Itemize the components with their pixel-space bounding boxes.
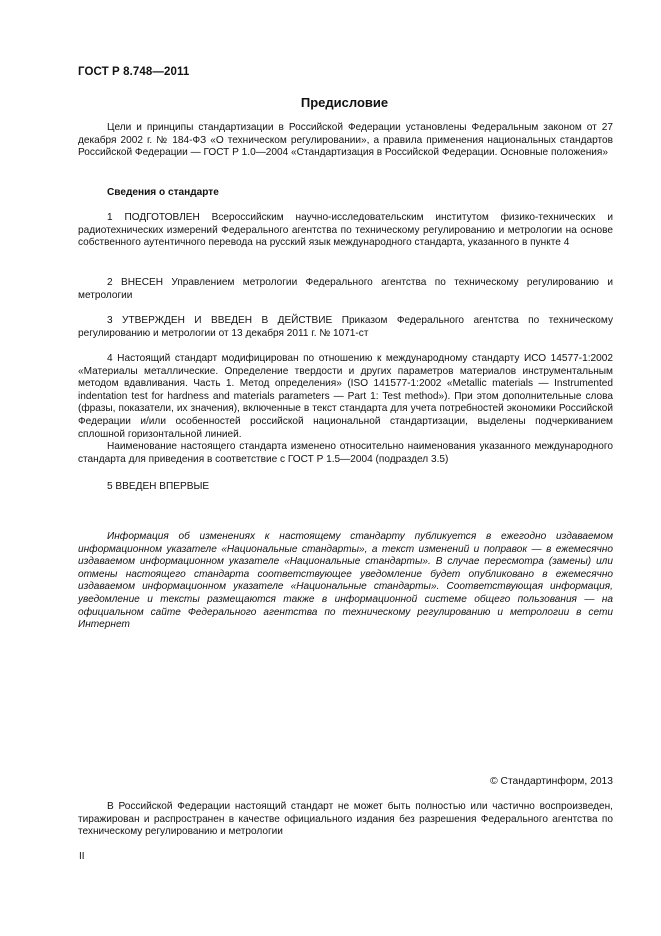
item-2-block — [78, 277, 613, 302]
item-5: 5 ВВЕДЕН ВПЕРВЫЕ — [107, 481, 210, 492]
changes-notice: Информация об изменениях к настоящему стандарту публикуется в ежегодно издаваемом информационном указателе «Национальные стандарты», а текст изменений и поправок — в ежемесячно издаваемом информационном указателе «Национальные стандарты». В случае пересмотра (замены) или отмены настоящего стандарта соответствующее уведомление будет опубликовано в ежемесячно издаваемом информационном указателе «Национальные стандарты». Соответствующая информация, уведомление и тексты размещаются также в информационной системе общего пользования — на официальном сайте Федерального агентства по техническому регулированию и метрологии в сети Интернет — [78, 531, 613, 631]
preface-intro-block — [78, 122, 613, 160]
item-3: 3 УТВЕРЖДЕН И ВВЕДЕН В ДЕЙСТВИЕ Приказом Федерального агентства по техническому регулированию и метрологии от 13 декабря 2011 г. № 1071-ст — [78, 315, 613, 339]
item-5-block — [78, 481, 613, 494]
item-4-note: Наименование настоящего стандарта изменено относительно наименования указанного международного стандарта для приведения в соответствие с ГОСТ Р 1.5—2004 (подраздел 3.5) — [78, 441, 613, 465]
document-id: ГОСТ Р 8.748—2011 — [78, 66, 190, 78]
item-3-block — [78, 315, 613, 340]
reproduction-notice-block — [78, 801, 613, 839]
reproduction-notice: В Российской Федерации настоящий стандарт не может быть полностью или частично воспроизведен, тиражирован и распространен в качестве официального издания без разрешения Федерального агентства по техническому регулированию и метрологии — [78, 801, 613, 838]
changes-notice-block — [78, 531, 613, 632]
item-2: 2 ВНЕСЕН Управлением метрологии Федерального агентства по техническому регулированию и метрологии — [78, 277, 613, 301]
item-4: 4 Настоящий стандарт модифицирован по отношению к международному стандарту ИСО 14577-1:2002 «Материалы металлические. Определение твердости и других параметров материалов инструментальным методом вдавливания. Часть 1. Метод определения» (ISO 141577-1:2002 «Metallic materials — Instrumented indentation test for hardness and materials parameters — Part 1: Test method»). При этом дополнительные слова (фразы, показатели, их значения), включенные в текст стандарта для учета потребностей экономики Российской Федерации и/или особенностей российской национальной стандартизации, выделены подчеркиванием сплошной горизонтальной линией. — [78, 353, 613, 440]
item-1-block — [78, 212, 613, 250]
preface-intro: Цели и принципы стандартизации в Российской Федерации установлены Федеральным законом от 27 декабря 2002 г. № 184-ФЗ «О техническом регулировании», а правила применения национальных стандартов Российской Федерации — ГОСТ Р 1.0—2004 «Стандартизация в Российской Федерации. Основные положения» — [78, 122, 613, 159]
standard-info-heading: Сведения о стандарте — [107, 187, 219, 198]
item-4-block — [78, 353, 613, 466]
page-number: II — [79, 851, 85, 862]
preface-title: Предисловие — [300, 95, 389, 110]
item-1: 1 ПОДГОТОВЛЕН Всероссийским научно-исследовательским институтом физико-технических и радиотехнических измерений Федерального агентства по техническому регулированию и метрологии на основе собственного аутентичного перевода на русский язык международного стандарта, указанного в пункте 4 — [78, 212, 613, 249]
copyright: © Стандартинформ, 2013 — [490, 776, 613, 787]
